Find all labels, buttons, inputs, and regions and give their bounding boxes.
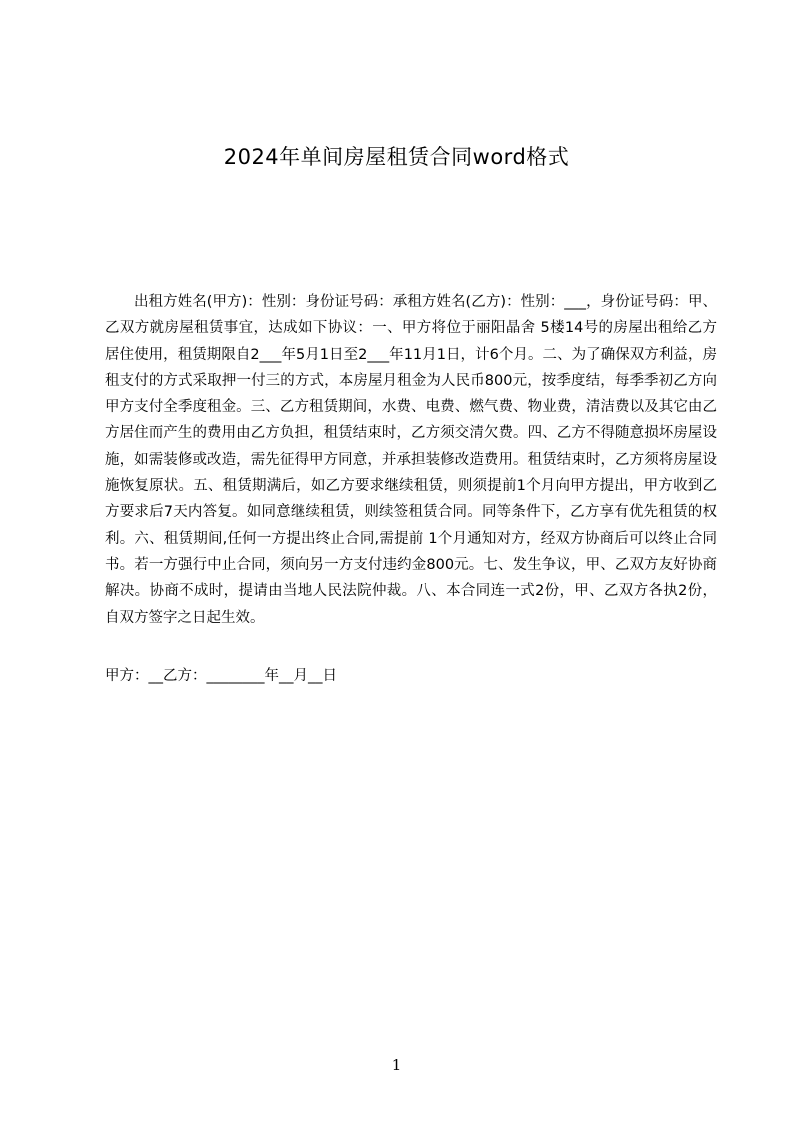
signature-line: 甲方：__乙方：________年__月__日 bbox=[105, 668, 337, 684]
contract-body: 出租方姓名(甲方)：性别：身份证号码：承租方姓名(乙方)：性别：___，身份证号码：甲、乙双方就房屋租赁事宜，达成如下协议：一、甲方将位于丽阳晶舍 5楼14号的房屋出租给乙方居住使用，租赁期限自2___年5月1日至2___年11月1日，计6个月。二、为了确保双方利益，房租支付的方式采取押一付三的方式，本房屋月租金为人民币800元，按季度结，每季季初乙方向甲方支付全季度租金。三、乙方租赁期间，水费、电费、燃气费、物业费，清洁费以及其它由乙方居住而产生的费用由乙方负担，租赁结束时，乙方须交清欠费。四、乙方不得随意损坏房屋设施，如需装修或改造，需先征得甲方同意，并承担装修改造费用。租赁结束时，乙方须将房屋设施恢复原状。五、租赁期满后，如乙方要求继续租赁，则须提前1个月向甲方提出，甲方收到乙方要求后7天内答复。如同意继续租赁，则续签租赁合同。同等条件下，乙方享有优先租赁的权利。六、租赁期间,任何一方提出终止合同,需提前 1个月通知对方，经双方协商后可以终止合同书。若一方强行中止合同，须向另一方支付违约金800元。七、发生争议，甲、乙双方友好协商解决。协商不成时，提请由当地人民法院仲裁。八、本合同连一式2份，甲、乙双方各执2份，自双方签字之日起生效。 bbox=[105, 294, 717, 626]
page-number: 1 bbox=[391, 1056, 402, 1074]
document-title: 2024年单间房屋租赁合同word格式 bbox=[223, 145, 570, 169]
